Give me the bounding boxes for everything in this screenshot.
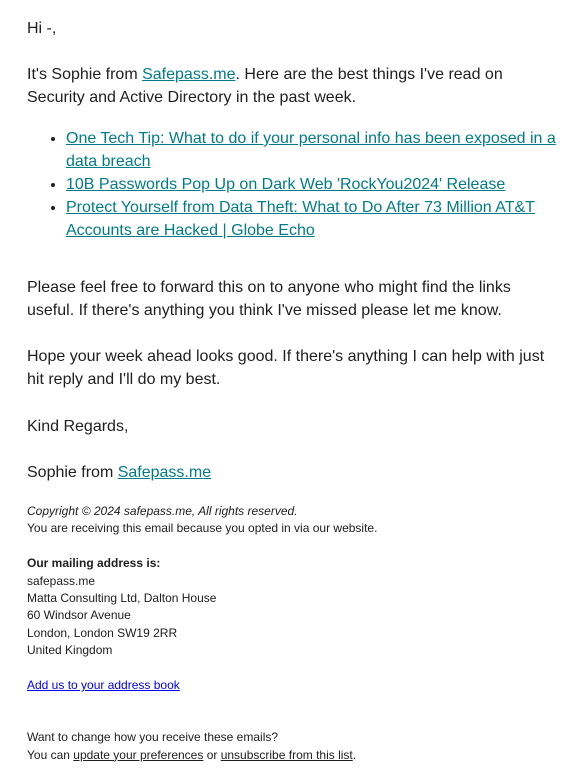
unsubscribe-link[interactable]: unsubscribe from this list (220, 747, 353, 762)
add-to-address-book-link[interactable]: Add us to your address book (27, 678, 180, 693)
forward-paragraph: Please feel free to forward this on to anyone who might find the links useful. If there's anything you think I've missed please let me know. (27, 279, 511, 319)
signature-text: Sophie from (27, 464, 118, 481)
closing-regards: Kind Regards, (27, 418, 129, 435)
address-line: London, London SW19 2RR (27, 625, 178, 640)
article-link-3[interactable]: Protect Yourself from Data Theft: What to Do After 73 Million AT&T Accounts are Hacked | Globe Echo (66, 199, 535, 239)
intro-text-before: It's Sophie from (27, 66, 143, 83)
address-line: 60 Windsor Avenue (27, 608, 131, 623)
update-preferences-link[interactable]: update your preferences (73, 747, 204, 762)
article-link-1[interactable]: One Tech Tip: What to do if your personal info has been exposed in a data breach (66, 130, 556, 170)
list-item (66, 196, 580, 242)
list-item (66, 127, 580, 173)
email-footer (27, 503, 557, 764)
signature (27, 461, 211, 484)
list-item (66, 173, 580, 196)
address-line: safepass.me (27, 573, 96, 588)
article-link-2[interactable]: 10B Passwords Pop Up on Dark Web 'RockYou2024' Release (66, 176, 506, 193)
intro-text-after: . Here are the best things I've read on Security and Active Directory in the past week. (27, 66, 503, 106)
greeting: Hi -, (27, 20, 57, 37)
change-prompt: Want to change how you receive these emails? (27, 730, 279, 745)
address-line: United Kingdom (27, 643, 113, 658)
signature-safepass-link[interactable]: Safepass.me (117, 464, 212, 481)
opt-in-reason: You are receiving this email because you opted in via our website. (27, 521, 378, 536)
intro-paragraph (27, 63, 557, 109)
address-line: Matta Consulting Ltd, Dalton House (27, 591, 217, 606)
copyright-text: Copyright © 2024 safepass.me, All rights reserved. (27, 504, 298, 518)
hope-paragraph: Hope your week ahead looks good. If there's anything I can help with just hit reply and I'll do my best. (27, 348, 545, 388)
article-list (27, 127, 580, 242)
mailing-address-label: Our mailing address is: (27, 556, 161, 571)
safepass-link[interactable]: Safepass.me (142, 66, 236, 83)
preferences-line: You can update your preferences or unsubscribe from this list. (27, 747, 357, 762)
